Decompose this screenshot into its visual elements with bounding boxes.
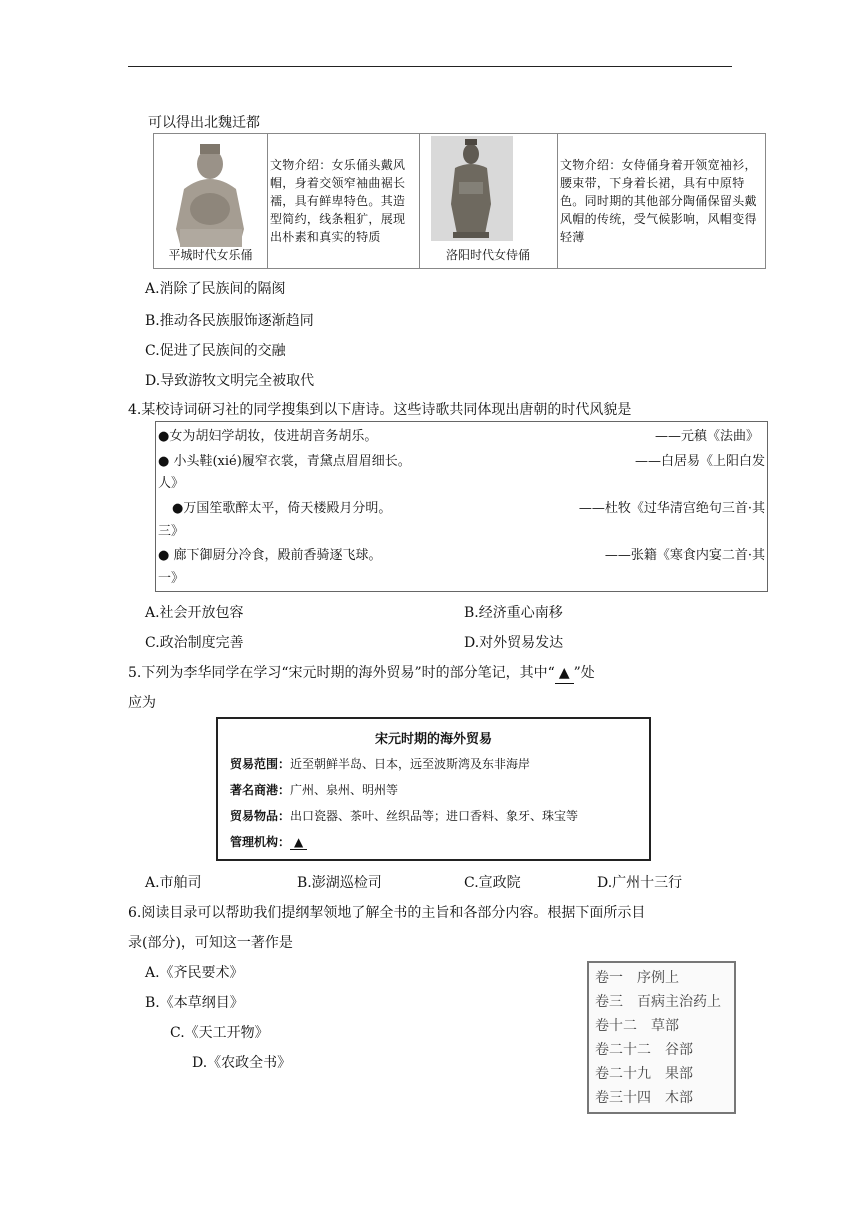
q3-option-d[interactable]: D.导致游牧文明完全被取代	[145, 373, 315, 389]
artifact-desc-cell-1	[267, 134, 420, 268]
poem-3-text: ●万国笙歌醉太平，倚天楼殿月分明。	[172, 501, 392, 516]
q6-stem-line1: 6.阅读目录可以帮助我们提纲挈领地了解全书的主旨和各部分内容。根据下面所示目	[128, 905, 646, 921]
catalog-item-3: 卷十二 草部	[595, 1018, 679, 1034]
q4-option-c[interactable]: C.政治制度完善	[145, 635, 244, 651]
q4-stem: 4.某校诗词研习社的同学搜集到以下唐诗。这些诗歌共同体现出唐朝的时代风貌是	[128, 402, 632, 418]
trade-row-ports: 著名商港：广州、泉州、明州等	[230, 783, 399, 797]
artifact-desc-1: 文物介绍：女乐俑头戴风帽，身着交领窄袖曲裾长襦，具有鲜卑特色。其造型简约，线条粗犷，展现出朴素和真实的特质	[270, 158, 406, 244]
artifact-desc-2: 文物介绍：女侍俑身着开领宽袖衫，腰束带，下身着长裙，具有中原特色。同时期的其他部分陶俑保留头戴风帽的传统，受气候影响，风帽变得轻薄	[560, 158, 757, 244]
q3-option-b[interactable]: B.推动各民族服饰逐渐趋同	[145, 313, 314, 329]
artifact-image-cell-2	[419, 134, 558, 268]
poem-2-text: ● 小头鞋(xié)履窄衣裳，青黛点眉眉细长。	[158, 454, 411, 469]
q3-stem-tail: 可以得出北魏迁都	[148, 115, 260, 131]
trade-notes-box	[216, 717, 651, 861]
poem-4-source: ——张籍《寒食内宴二首·其	[604, 548, 765, 563]
q6-stem-line2: 录(部分)，可知这一著作是	[128, 935, 293, 951]
q6-option-b[interactable]: B.《本草纲目》	[145, 995, 244, 1011]
catalog-item-1: 卷一 序例上	[595, 970, 679, 986]
poem-4-text: ● 廊下御厨分冷食，殿前香骑逐飞球。	[158, 548, 382, 563]
q5-stem-line1	[128, 663, 595, 684]
q5-stem-part-b: ”处	[573, 665, 595, 681]
catalog-item-5: 卷二十九 果部	[595, 1066, 693, 1082]
artifact-table	[153, 133, 766, 269]
q6-option-d[interactable]: D.《农政全书》	[192, 1055, 292, 1071]
poem-3-source-cont: 三》	[158, 524, 185, 539]
poem-1-text: ●女为胡妇学胡妆，伎进胡音务胡乐。	[158, 429, 378, 444]
q4-option-a[interactable]: A.社会开放包容	[145, 605, 244, 621]
poem-1-source: ——元稹《法曲》	[654, 429, 759, 444]
poem-2-source: ——白居易《上阳白发	[634, 454, 765, 469]
q5-blank: ▲	[555, 663, 574, 684]
catalog-item-4: 卷二十二 谷部	[595, 1042, 693, 1058]
poem-box	[155, 421, 768, 592]
q6-option-a[interactable]: A.《齐民要术》	[145, 965, 244, 981]
artifact-caption-2: 洛阳时代女侍俑	[445, 248, 530, 262]
q3-option-a[interactable]: A.消除了民族间的隔阂	[145, 281, 286, 297]
q6-option-c[interactable]: C.《天工开物》	[170, 1025, 269, 1041]
q5-option-b[interactable]: B.澎湖巡检司	[297, 875, 382, 891]
poem-4-source-cont: 一》	[158, 571, 185, 586]
trade-row-goods: 贸易物品：出口瓷器、茶叶、丝织品等；进口香料、象牙、珠宝等	[230, 809, 579, 823]
catalog-item-2: 卷三 百病主治药上	[595, 994, 721, 1010]
q4-option-b[interactable]: B.经济重心南移	[464, 605, 563, 621]
q5-option-d[interactable]: D.广州十三行	[597, 875, 683, 891]
trade-agency-blank: ▲	[290, 835, 307, 850]
artifact-caption-1: 平城时代女乐俑	[168, 248, 253, 262]
poem-2-source-cont: 人》	[158, 476, 185, 491]
trade-notes-title: 宋元时期的海外贸易	[374, 732, 492, 747]
q5-stem-part-a: 5.下列为李华同学在学习“宋元时期的海外贸易”时的部分笔记，其中“	[128, 665, 555, 681]
poem-3-source: ——杜牧《过华清宫绝句三首·其	[578, 501, 765, 516]
q3-option-c[interactable]: C.促进了民族间的交融	[145, 343, 286, 359]
catalog-item-6: 卷三十四 木部	[595, 1090, 693, 1106]
q5-stem-line2: 应为	[128, 695, 156, 711]
q4-option-d[interactable]: D.对外贸易发达	[464, 635, 564, 651]
trade-row-agency: 管理机构： ▲	[230, 833, 307, 850]
trade-row-scope: 贸易范围：近至朝鲜半岛、日本，远至波斯湾及东非海岸	[230, 757, 531, 771]
table-of-contents-box	[587, 961, 736, 1114]
q5-option-c[interactable]: C.宣政院	[464, 875, 521, 891]
artifact-image-cell-1	[154, 134, 268, 268]
header-rule	[128, 66, 732, 67]
artifact-desc-cell-2	[557, 134, 765, 268]
q5-option-a[interactable]: A.市舶司	[145, 875, 202, 891]
